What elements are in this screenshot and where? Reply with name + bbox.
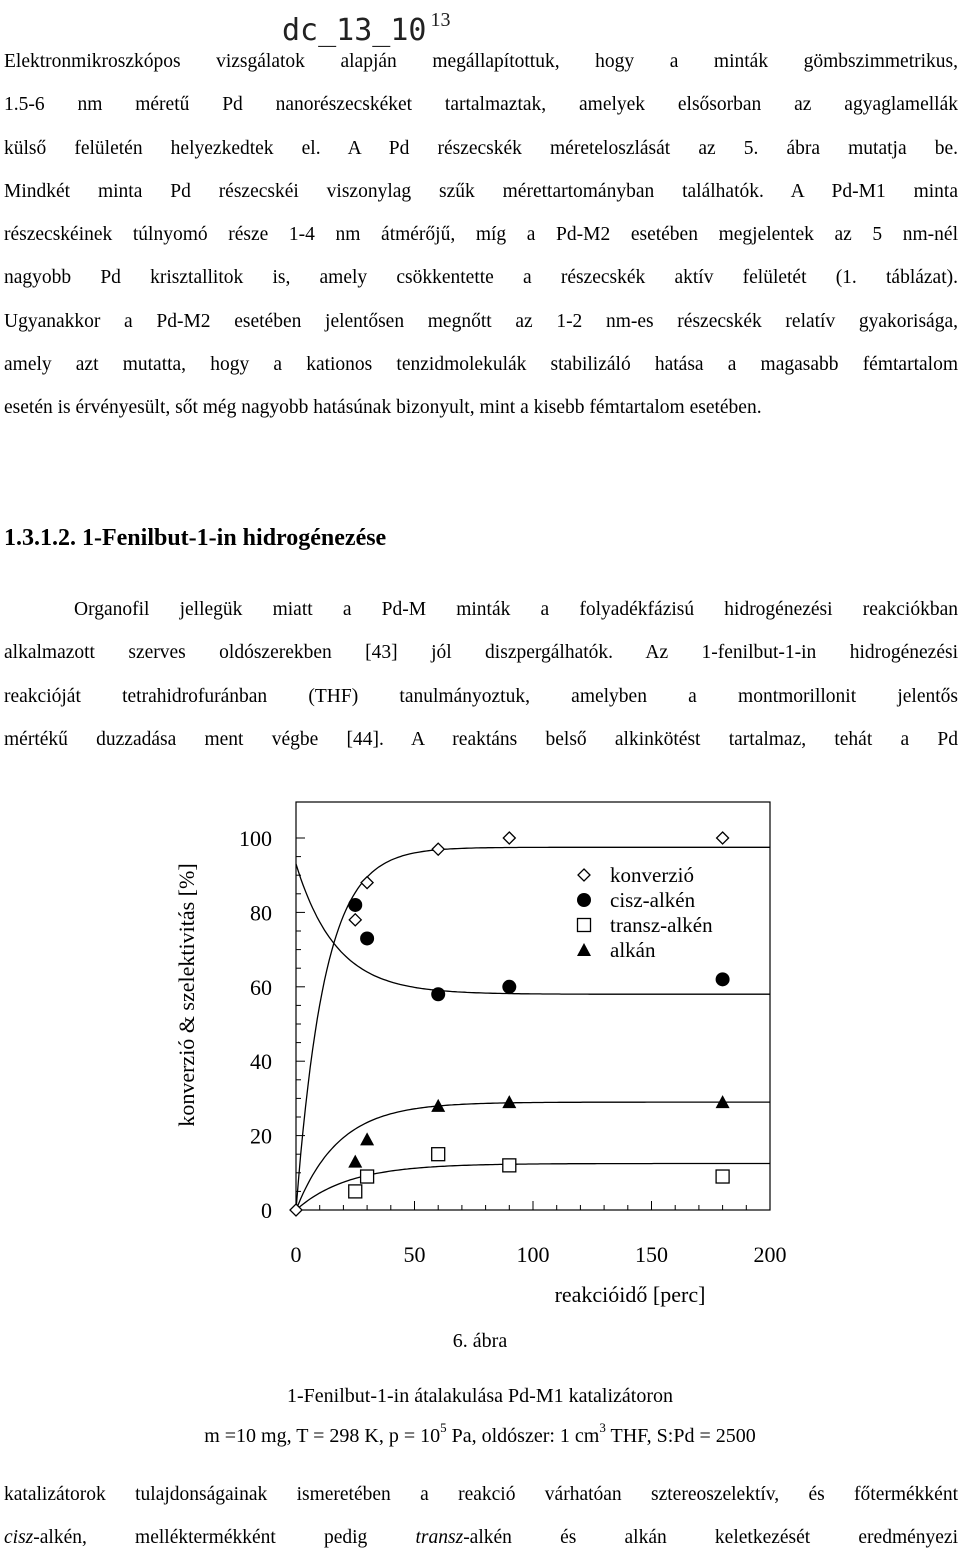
chart-legend [552,860,740,970]
data-point [360,931,374,945]
legend-entry: cisz-alkén [610,888,696,912]
x-tick-label: 50 [403,1242,426,1267]
text-segment: -alkén és alkán keletkezését eredményezi [463,1527,958,1548]
data-point [432,843,444,855]
y-tick-label: 80 [250,900,272,926]
data-point [348,1155,362,1168]
x-tick-label: 0 [290,1242,302,1267]
data-point [431,987,445,1001]
paragraph-line: Organofil jellegük miatt a Pd-M minták a folyadékfázisú hidrogénezési reakciókban [74,599,958,620]
conversion-selectivity-chart [0,770,960,1330]
figure-caption-line1: 1-Fenilbut-1-in átalakulása Pd-M1 katalizátoron [286,1385,673,1407]
paragraph-2 [4,588,958,761]
data-point [349,914,361,926]
legend-entry: alkán [610,938,656,962]
caption-text-c: THF, S:Pd = 2500 [605,1425,756,1447]
italic-cisz: cisz [4,1527,34,1548]
y-tick-label: 20 [250,1123,272,1149]
alkan-fit [296,1102,770,1210]
figure-number: 6. ábra [452,1330,508,1352]
x-tick-label: 200 [753,1242,787,1267]
data-point [503,1159,516,1172]
figure-caption-line2 [0,1420,960,1448]
paragraph-line: Ugyanakkor a Pd-M2 esetében jelentősen megnőtt az 1-2 nm-es részecskék relatív gyakorisága, [4,310,958,332]
y-axis-label: konverzió & szelektivitás [%] [174,863,199,1127]
paragraph-line: esetén is érvényesült, sőt még nagyobb hatásúnak bizonyult, mint a kisebb fémtartalom esetében. [4,397,762,419]
data-point [432,1148,445,1161]
y-tick-label: 40 [250,1049,272,1075]
data-point [361,1170,374,1183]
data-point [716,972,730,986]
paragraph-line: amely azt mutatta, hogy a kationos tenzidmolekulák stabilizáló hatása a magasabb fémtartalom [4,354,958,376]
figure-6 [0,770,960,1330]
y-tick-label: 60 [250,974,272,1000]
paragraph-line: részecskéinek túlnyomó része 1-4 nm átmérőjű, míg a Pd-M2 esetében megjelentek az 5 nm-nél [4,224,958,246]
data-point [716,1170,729,1183]
paragraph-line: reakcióját tetrahidrofuránban (THF) tanulmányoztuk, amelyben a montmorillonit jelentős [4,685,958,707]
paragraph-line: alkalmazott szerves oldószerekben [43] jól diszpergálhatók. Az 1-fenilbut-1-in hidrogénezési [4,642,958,664]
paragraph-line: Mindkét minta Pd részecskéi viszonylag szűk mérettartományban találhatók. A Pd-M1 minta [4,180,958,202]
paragraph-line: nagyobb Pd krisztallitok is, amely csökkentette a részecskék aktív felületét (1. táblázat). [4,267,958,289]
paragraph-line [4,1516,958,1559]
legend-marker [578,919,591,932]
data-point [348,898,362,912]
italic-transz: transz [415,1527,464,1548]
y-tick-label: 100 [239,826,272,851]
legend-marker [577,893,591,907]
data-point [361,877,373,889]
paragraph-3 [4,1473,958,1559]
paragraph-line: mértékű duzzadása ment végbe [44]. A reaktáns belső alkinkötést tartalmaz, tehát a Pd [4,728,958,750]
caption-text-a: m =10 mg, T = 298 K, p = 10 [204,1425,441,1447]
data-point [349,1185,362,1198]
legend-entry: transz-alkén [610,913,713,937]
data-point [360,1132,374,1145]
x-tick-label: 150 [635,1242,668,1267]
x-axis-label: reakcióidő [perc] [554,1282,706,1307]
legend-entry: konverzió [610,863,694,887]
document-code: dc_13_10 [282,13,427,48]
caption-text-b: Pa, oldószer: 1 cm [446,1425,600,1447]
caption-exponent-2: 3 [599,1420,606,1435]
paragraph-1 [4,40,958,430]
paragraph-line: Elektronmikroszkópos vizsgálatok alapján megállapítottuk, hogy a minták gömbszimmetrikus, [4,51,958,72]
text-segment: -alkén, melléktermékként pedig [33,1527,416,1548]
paragraph-line: katalizátorok tulajdonságainak ismeretében a reakció várhatóan sztereoszelektív, és főtermékként [4,1484,958,1505]
page-number: 13 [430,9,451,31]
y-tick-label: 0 [261,1198,272,1223]
data-point [717,832,729,844]
paragraph-line: külső felületén helyezkedtek el. A Pd részecskék méreteloszlását az 5. ábra mutatja be. [4,137,958,159]
paragraph-line: 1.5-6 nm méretű Pd nanorészecskéket tartalmaztak, amelyek elsősorban az agyaglamellák [4,94,958,116]
x-tick-label: 100 [516,1242,550,1267]
data-point [502,1095,516,1108]
data-point [502,980,516,994]
section-title: 1.3.1.2. 1-Fenilbut-1-in hidrogénezése [4,525,387,551]
data-point [503,832,515,844]
caption-exponent: 5 [440,1420,447,1435]
